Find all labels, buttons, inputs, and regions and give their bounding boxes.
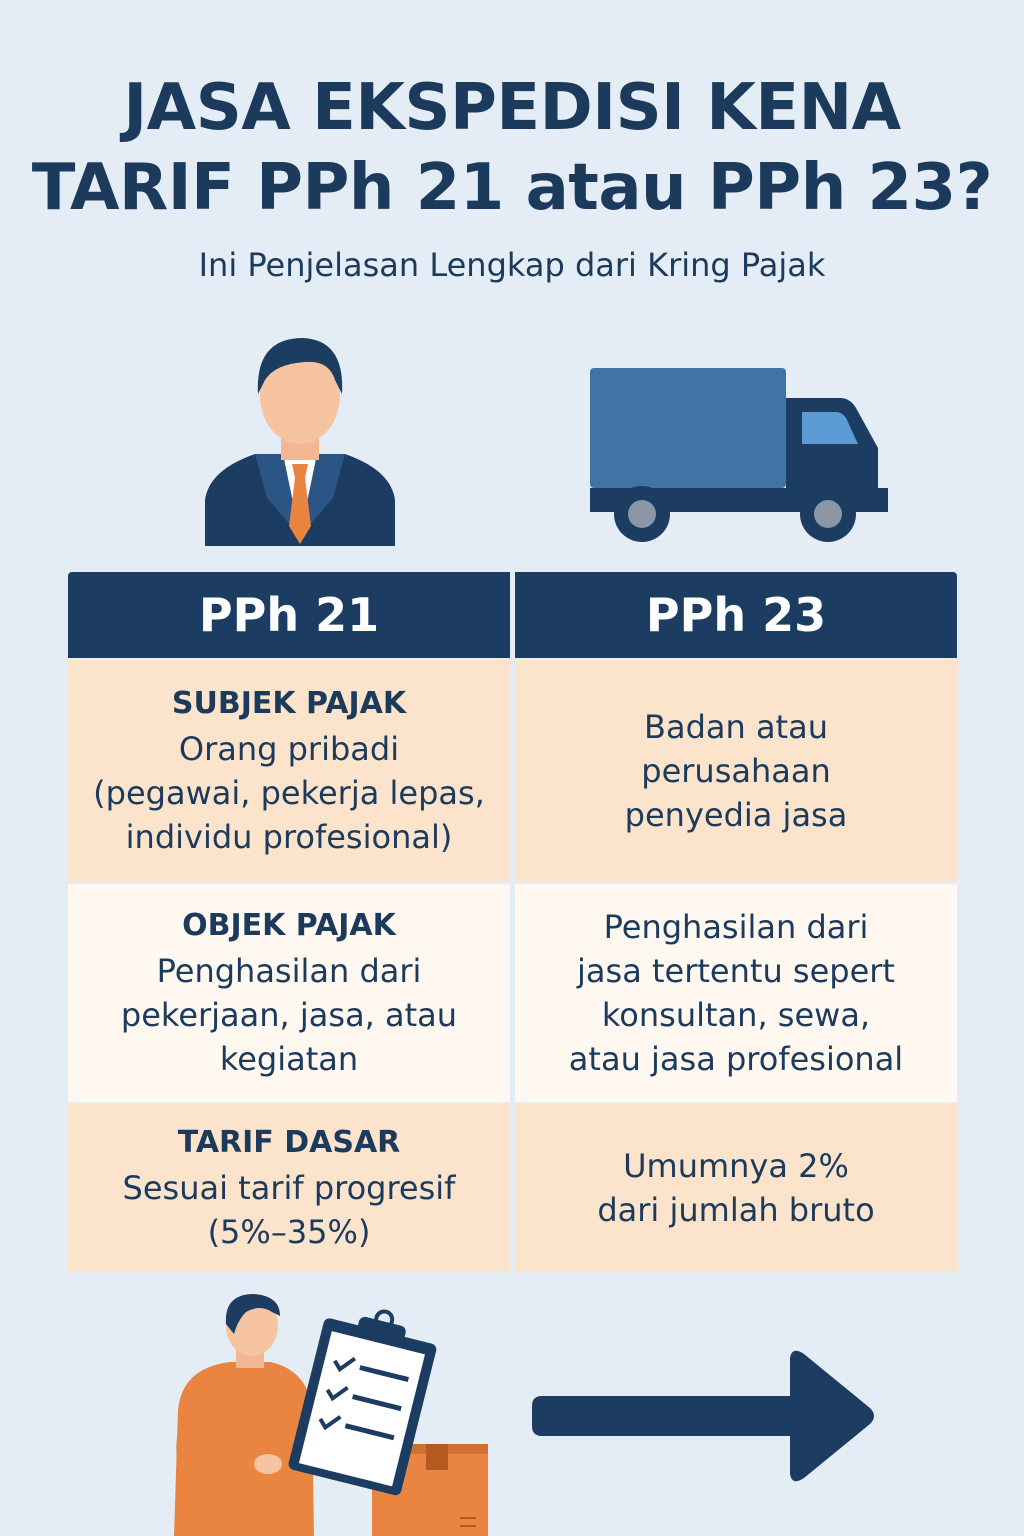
cell-text: perusahaan — [641, 752, 831, 790]
arrow-right-icon — [530, 1344, 880, 1488]
cell-text: Penghasilan dari — [603, 908, 869, 946]
column-header-pph23: PPh 23 — [515, 572, 957, 658]
cell-text: penyedia jasa — [624, 796, 848, 834]
cell-tarif-pph23 — [515, 1104, 957, 1272]
row-label-tarif: TARIF DASAR — [177, 1125, 401, 1160]
cell-objek-pph23 — [515, 884, 957, 1102]
cell-text: Umumnya 2% — [623, 1147, 849, 1185]
cell-text: Penghasilan dari — [156, 952, 422, 990]
cell-tarif-pph21 — [68, 1104, 510, 1272]
cell-text: (5%–35%) — [207, 1213, 371, 1251]
cell-text: (pegawai, pekerja lepas, — [93, 774, 485, 812]
cell-text: dari jumlah bruto — [597, 1191, 875, 1229]
title-line-1: JASA EKSPEDISI KENA — [123, 71, 901, 145]
cell-text: konsultan, sewa, — [601, 996, 871, 1034]
title-line-2: TARIF PPh 21 atau PPh 23? — [31, 151, 993, 225]
businessman-icon — [195, 330, 405, 546]
subtitle: Ini Penjelasan Lengkap dari Kring Pajak — [198, 246, 826, 284]
row-label-objek: OBJEK PAJAK — [182, 908, 396, 943]
column-header-pph21: PPh 21 — [68, 572, 510, 658]
cell-subjek-pph21 — [68, 660, 510, 882]
cell-text: jasa tertentu sepert — [577, 952, 895, 990]
comparison-table — [68, 572, 957, 1272]
cell-text: kegiatan — [219, 1040, 359, 1078]
cell-text: Badan atau — [644, 708, 828, 746]
cell-subjek-pph23 — [515, 660, 957, 882]
cell-text: atau jasa profesional — [568, 1040, 904, 1078]
cell-objek-pph21 — [68, 884, 510, 1102]
cell-text: pekerjaan, jasa, atau — [120, 996, 458, 1034]
courier-with-clipboard-icon — [160, 1290, 500, 1536]
truck-icon — [588, 366, 888, 542]
cell-text: individu profesional) — [125, 818, 453, 856]
cell-text: Orang pribadi — [178, 730, 400, 768]
cell-text: Sesuai tarif progresif — [122, 1169, 456, 1207]
row-label-subjek: SUBJEK PAJAK — [171, 686, 407, 721]
page-title — [0, 68, 1024, 228]
